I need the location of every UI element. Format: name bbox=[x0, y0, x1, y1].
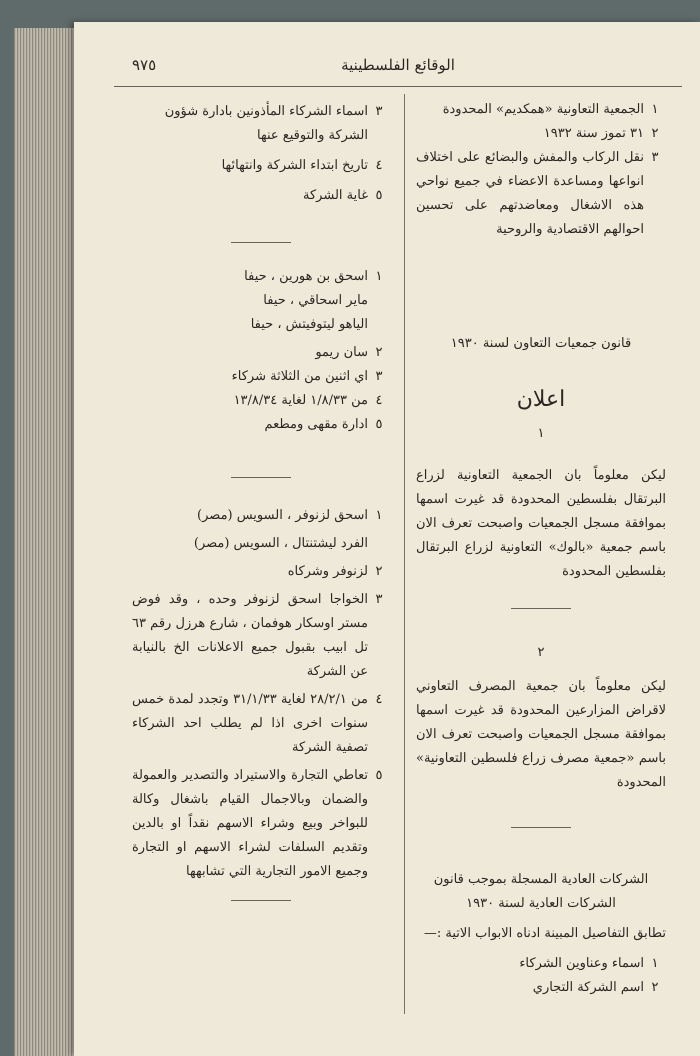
companies-intro: تطابق التفاصيل المبينة ادناه الابواب الاتية :— bbox=[423, 926, 666, 941]
item-text: غاية الشركة bbox=[303, 188, 368, 203]
page-number: ٩٧٥ bbox=[132, 56, 157, 74]
notice-number: ٢ bbox=[537, 645, 545, 660]
company-record bbox=[132, 265, 390, 437]
list-item bbox=[132, 413, 390, 437]
item-number: ١ bbox=[651, 102, 659, 117]
item-text: سان ريمو bbox=[315, 345, 368, 360]
item-text: اسماء الشركاء المأذونين بادارة شؤون الشركة والتوقيع عنها bbox=[164, 104, 368, 143]
list-item bbox=[416, 952, 666, 976]
item-number: ٣ bbox=[375, 592, 383, 607]
cooperative-record-block bbox=[416, 98, 666, 242]
company-details-continued bbox=[132, 100, 390, 208]
left-column bbox=[132, 100, 390, 901]
notice-title: اعلان bbox=[516, 387, 566, 412]
item-number: ٤ bbox=[375, 692, 383, 707]
list-item bbox=[132, 265, 390, 289]
item-number: ٢ bbox=[375, 345, 383, 360]
book-page-edges bbox=[14, 28, 80, 1056]
list-item bbox=[416, 146, 666, 242]
item-number: ٣ bbox=[375, 369, 383, 384]
document-page bbox=[74, 22, 700, 1056]
item-text: تعاطي التجارة والاستيراد والتصدير والعمولة والضمان وبالاجمال القيام باشغال وكالة للبواخر وبيع وشراء الاسهم نقداً او بالدين وتقديم السلفات لشراء الاسهم او التجارة وجميع الامور التجارية التي تشابهها bbox=[132, 768, 368, 879]
section-divider bbox=[231, 242, 291, 243]
item-text: الجمعية التعاونية «همكديم» المحدودة bbox=[442, 102, 644, 117]
item-text: اسحق بن هورين ، حيفا bbox=[244, 269, 368, 284]
item-text: ادارة مقهى ومطعم bbox=[264, 417, 368, 432]
list-item bbox=[132, 389, 390, 413]
item-text: نقل الركاب والمفش والبضائع على اختلاف انواعها ومساعدة الاعضاء في جميع نواحي هذه الاشغال ومعاضدتهم على تحسين احوالهم الاقتصادية والروحية bbox=[416, 150, 644, 237]
list-item bbox=[132, 764, 390, 884]
item-number: ١ bbox=[651, 956, 659, 971]
item-number: ٥ bbox=[375, 188, 383, 203]
partner-line: الفرد ليشتنتال ، السويس (مصر) bbox=[193, 536, 368, 551]
right-column bbox=[416, 98, 666, 1000]
item-number: ٥ bbox=[375, 768, 383, 783]
law-title: قانون جمعيات التعاون لسنة ١٩٣٠ bbox=[450, 336, 632, 351]
section-divider bbox=[231, 900, 291, 901]
item-number: ٣ bbox=[375, 104, 383, 119]
notice-paragraph: ليكن معلوماً بان الجمعية التعاونية لزراع البرتقال بفلسطين المحدودة قد غيرت اسمها بموافقة مسجل الجمعيات واصبحت تعرف الان باسم جمعية «بالوك» التعاونية لزراع البرتقال بفلسطين المحدودة bbox=[416, 468, 666, 579]
item-number: ٥ bbox=[375, 417, 383, 432]
item-number: ١ bbox=[375, 269, 383, 284]
item-text: لزنوفر وشركاه bbox=[287, 564, 368, 579]
item-number: ٤ bbox=[375, 393, 383, 408]
item-text: من ١/٨/٣٣ لغاية ١٣/٨/٣٤ bbox=[233, 393, 368, 408]
item-text: اسماء وعناوين الشركاء bbox=[519, 956, 644, 971]
page-header bbox=[114, 52, 682, 87]
list-item bbox=[132, 341, 390, 365]
list-item bbox=[132, 154, 390, 178]
item-text: اي اثنين من الثلاثة شركاء bbox=[231, 369, 368, 384]
item-text: اسم الشركة التجاري bbox=[532, 980, 644, 995]
item-text: من ٢٨/٢/١ لغاية ٣١/١/٣٣ وتجدد لمدة خمس سنوات اخرى اذا لم يطلب احد الشركاء تصفية الشركة bbox=[132, 692, 368, 755]
list-item bbox=[416, 122, 666, 146]
item-number: ١ bbox=[375, 508, 383, 523]
list-item bbox=[132, 184, 390, 208]
companies-title: الشركات العادية المسجلة بموجب قانون الشركات العادية لسنة ١٩٣٠ bbox=[433, 872, 649, 911]
item-number: ٣ bbox=[651, 150, 659, 165]
item-text: اسحق لزنوفر ، السويس (مصر) bbox=[197, 508, 368, 523]
notice-paragraph: ليكن معلوماً بان جمعية المصرف التعاوني لاقراض المزارعين المحدودة قد غيرت اسمها بموافقة مسجل الجمعيات واصبحت تعرف الان باسم «جمعية مصرف زراع فلسطين التعاونية» المحدودة bbox=[416, 679, 666, 790]
list-item bbox=[132, 588, 390, 684]
partner-line: الياهو ليتوفيتش ، حيفا bbox=[250, 317, 368, 332]
company-record bbox=[132, 504, 390, 884]
item-number: ٤ bbox=[375, 158, 383, 173]
column-divider bbox=[404, 94, 405, 1014]
list-item bbox=[132, 365, 390, 389]
list-item bbox=[416, 976, 666, 1000]
section-divider bbox=[511, 608, 571, 609]
list-item bbox=[132, 504, 390, 528]
item-text: ٣١ تموز سنة ١٩٣٢ bbox=[543, 126, 644, 141]
item-number: ٢ bbox=[375, 564, 383, 579]
list-item bbox=[132, 560, 390, 584]
partner-line: ماير اسحاقي ، حيفا bbox=[263, 293, 368, 308]
list-item bbox=[132, 688, 390, 760]
list-item bbox=[416, 98, 666, 122]
item-number: ٢ bbox=[651, 980, 659, 995]
section-divider bbox=[511, 827, 571, 828]
notice-number: ١ bbox=[537, 426, 545, 441]
item-number: ٢ bbox=[651, 126, 659, 141]
gazette-title: الوقائع الفلسطينية bbox=[341, 56, 455, 74]
item-text: الخواجا اسحق لزنوفر وحده ، وقد فوض مستر اوسكار هوفمان ، شارع هرزل رقم ٦٣ تل ابيب بقبول جميع الاعلانات الخ بالنيابة عن الشركة bbox=[132, 592, 368, 679]
list-item bbox=[132, 100, 390, 148]
item-text: تاريخ ابتداء الشركة وانتهائها bbox=[221, 158, 368, 173]
section-divider bbox=[231, 477, 291, 478]
